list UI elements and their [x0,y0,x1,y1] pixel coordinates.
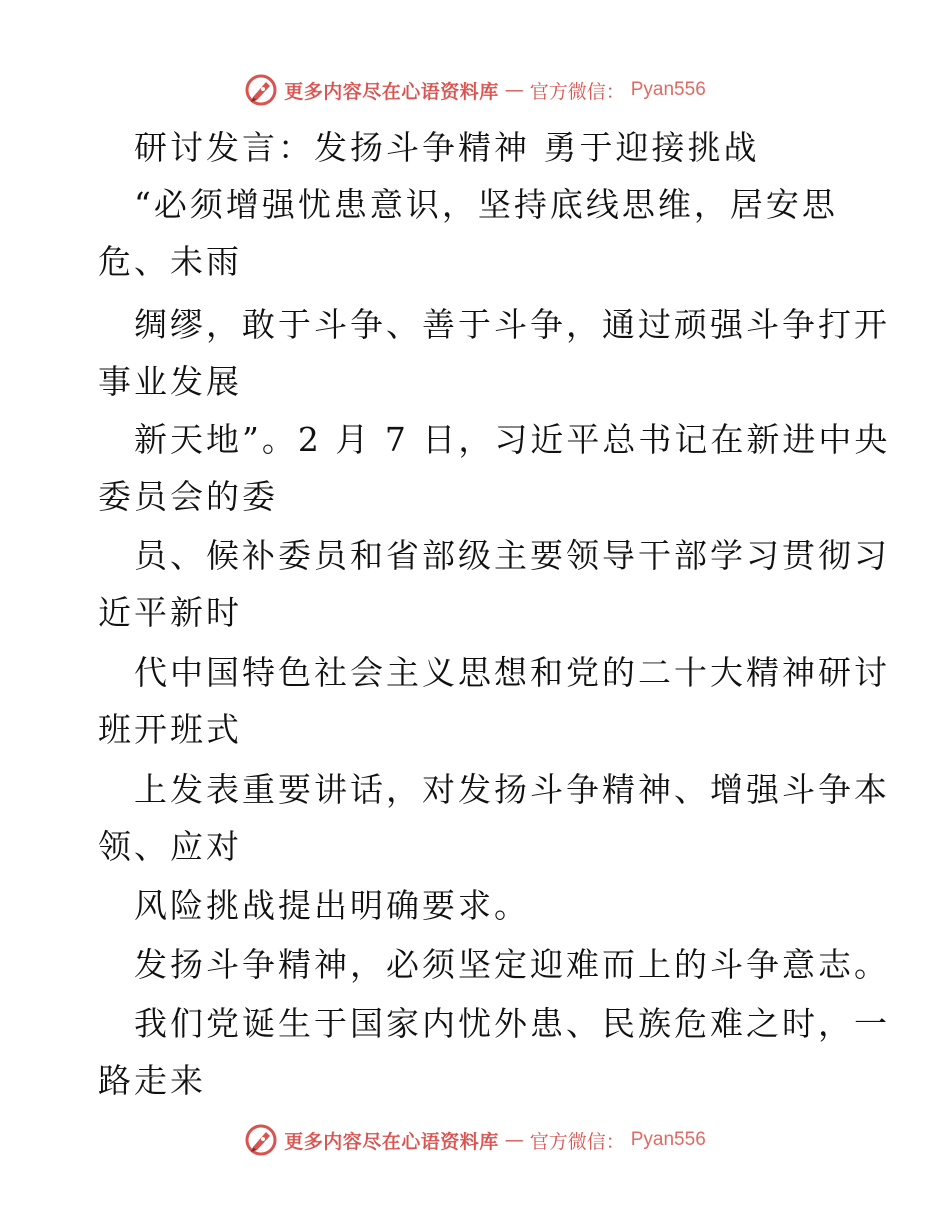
paragraph-line: 员、候补委员和省部级主要领导干部学习贯彻习 [134,536,890,575]
paragraph-line: “必须增强忧患意识，坚持底线思维，居安思 [134,185,838,224]
pen-nib-logo-icon [244,73,278,107]
paragraph-line: 危、未雨 [98,242,242,281]
paragraph-line: 发扬斗争精神，必须坚定迎难而上的斗争意志。 [134,945,890,984]
paragraph-line: 领、应对 [98,827,242,866]
paragraph-line: 新天地”。2 月 7 日，习近平总书记在新进中央 [134,420,891,459]
pen-nib-logo-icon [244,1123,278,1157]
paragraph-line: 班开班式 [98,710,242,749]
paragraph-line: 近平新时 [98,593,242,632]
watermark-contact-label: 官方微信： [529,1130,625,1153]
watermark-contact-id: Pyan556 [630,79,706,100]
footer-watermark-banner [0,1122,950,1158]
paragraph-line: 上发表重要讲话，对发扬斗争精神、增强斗争本 [134,770,890,809]
paragraph-line: 风险挑战提出明确要求。 [134,886,530,925]
paragraph-line: 绸缪，敢于斗争、善于斗争，通过顽强斗争打开 [134,305,890,344]
paragraph-line: 代中国特色社会主义思想和党的二十大精神研讨 [134,653,890,692]
paragraph-line: 我们党诞生于国家内忧外患、民族危难之时，一 [134,1004,890,1043]
watermark-contact-label: 官方微信： [529,80,625,103]
header-watermark-banner [0,72,950,108]
paragraph-line: 委员会的委 [98,477,278,516]
paragraph-line: 事业发展 [98,362,242,401]
watermark-main-text: 更多内容尽在心语资料库 [284,80,499,103]
document-title: 研讨发言：发扬斗争精神 勇于迎接挑战 [134,128,760,167]
paragraph-line: 路走来 [98,1061,206,1100]
watermark-dash: — [504,79,524,101]
watermark-contact-id: Pyan556 [630,1129,706,1150]
watermark-dash: — [504,1129,524,1151]
watermark-main-text: 更多内容尽在心语资料库 [284,1130,499,1153]
